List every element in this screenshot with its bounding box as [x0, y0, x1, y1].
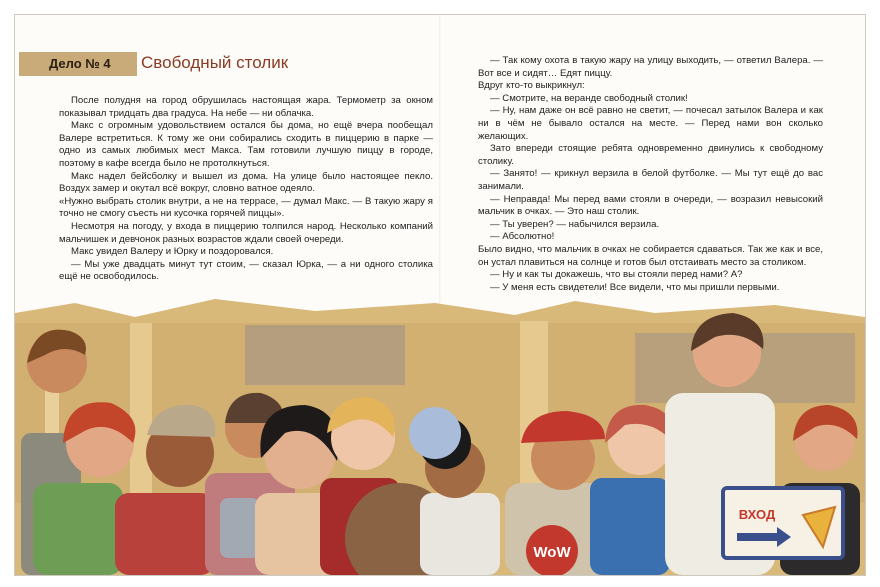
- paragraph: — Мы уже двадцать минут тут стоим, — сказал Юрка, — а ни одного столика ещё не освободилось.: [59, 258, 433, 283]
- paragraph: — Ну, нам даже он всё равно не светит, — почесал затылок Валера и как ни в чём не бывало остался на месте. — Перед нами вон сколько желающих.: [478, 105, 823, 142]
- book-spread: [14, 14, 866, 576]
- kid-body: [115, 493, 215, 575]
- paragraph: Было видно, что мальчик в очках не собирается сдаваться. Так же как и все, он устал плавиться на солнце и готов был отстаивать место за столиком.: [478, 243, 823, 268]
- paragraph: — Неправда! Мы перед вами стояли в очереди, — возразил невысокий мальчик в очках. — Это наш столик.: [478, 193, 823, 218]
- kid-body: [420, 493, 500, 575]
- case-number-tag: Дело № 4: [19, 52, 137, 76]
- shirt-text: WoW: [533, 544, 571, 561]
- entrance-sign-text: ВХОД: [738, 507, 776, 522]
- paragraph: Вдруг кто-то выкрикнул:: [478, 80, 585, 92]
- window-shade: [245, 325, 405, 385]
- paragraph: — У меня есть свидетели! Все видели, что мы пришли первыми.: [490, 281, 780, 293]
- queue-illustration: [15, 293, 865, 575]
- paragraph: «Нужно выбрать столик внутри, а не на террасе, — думал Макс. — В такую жару я точно не смогу съесть ни кусочка горячей пиццы».: [59, 195, 433, 220]
- backpack: [220, 498, 260, 558]
- paragraph: — Так кому охота в такую жару на улицу выходить, — ответил Валера. — Вот все и сидят… Едят пиццу.: [478, 55, 823, 79]
- case-title: Свободный столик: [141, 53, 289, 72]
- paragraph: Зато впереди стоящие ребята одновременно двинулись к свободному столику.: [478, 143, 823, 167]
- kid-cap: [409, 407, 461, 459]
- paragraph: Несмотря на погоду, у входа в пиццерию толпился народ. Несколько компаний мальчишек и девчонок разных возрастов ждали своей очереди.: [59, 220, 433, 245]
- kid-body: [590, 478, 670, 575]
- paragraph: После полудня на город обрушилась настоящая жара. Термометр за окном показывал тридцать два градуса. На небе — ни облачка.: [59, 95, 433, 119]
- paragraph: — Абсолютно!: [490, 231, 555, 243]
- paragraph: Макс увидел Валеру и Юрку и поздоровался.: [71, 246, 274, 258]
- paragraph: — Смотрите, на веранде свободный столик!: [490, 92, 688, 104]
- right-text-column: [478, 55, 823, 294]
- paragraph: — Занято! — крикнул верзила в белой футболке. — Мы тут ещё до вас занимали.: [478, 168, 823, 192]
- left-text-column: [59, 95, 433, 284]
- paragraph: — Ну и как ты докажешь, что вы стояли перед нами? А?: [490, 269, 743, 281]
- kid-body: [33, 483, 123, 575]
- paragraph: Макс с огромным удовольствием остался бы дома, но ещё вчера пообещал Валере встретиться. К тому же они собирались сходить в пиццерию в парке — одно из самых любимых мест Макса. Там готовили лучшую пиццу в городе, поэтому в кафе всегда было не протолкнуться.: [59, 120, 433, 169]
- paragraph: Макс надел бейсболку и вышел из дома. На улице было настоящее пекло. Воздух замер и окутал всё вокруг, словно ватное одеяло.: [59, 170, 433, 195]
- paragraph: — Ты уверен? — набычился верзила.: [490, 218, 660, 230]
